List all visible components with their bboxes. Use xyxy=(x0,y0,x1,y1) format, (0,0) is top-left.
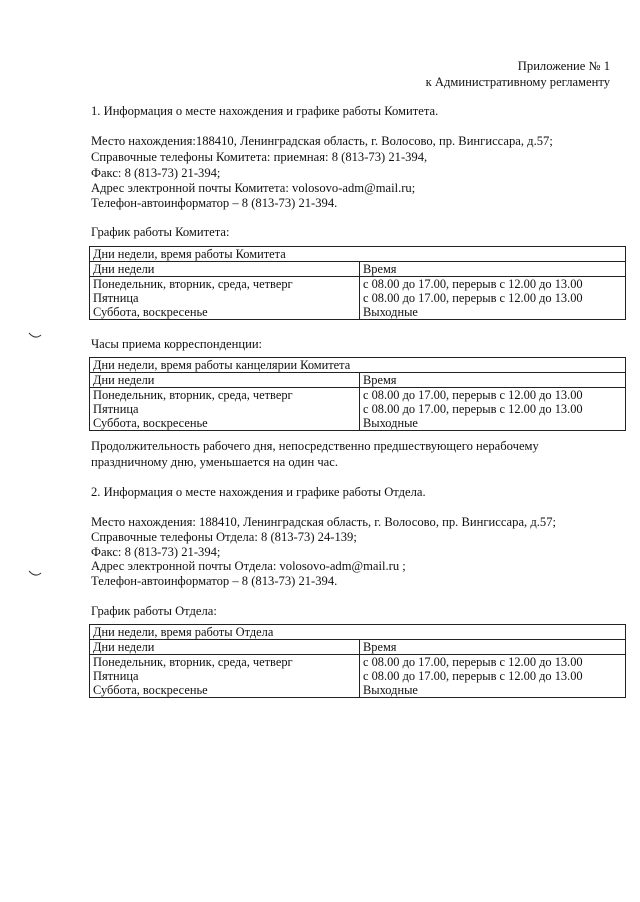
committee-phones: Справочные телефоны Комитета: приемная: 8 (813-73) 21-394, xyxy=(91,150,428,164)
committee-location: Место нахождения:188410, Ленинградская область, г. Волосово, пр. Вингиссара, д.57; xyxy=(91,134,553,148)
department-fax: Факс: 8 (813-73) 21-394; xyxy=(91,545,221,559)
row-days: Понедельник, вторник, среда, четверг xyxy=(90,388,360,403)
committee-heading: 1. Информация о месте нахождения и графике работы Комитета. xyxy=(91,104,439,118)
column-header-days: Дни недели xyxy=(90,640,360,655)
column-header-time: Время xyxy=(360,262,626,277)
row-time: с 08.00 до 17.00, перерыв с 12.00 до 13.00 xyxy=(360,655,626,670)
row-time: с 08.00 до 17.00, перерыв с 12.00 до 13.00 xyxy=(360,291,626,305)
appendix-number: Приложение № 1 xyxy=(517,59,610,73)
committee-email: Адрес электронной почты Комитета: volosovo-adm@mail.ru; xyxy=(91,181,416,195)
correspondence-caption: Часы приема корреспонденции: xyxy=(91,337,263,351)
department-schedule-table xyxy=(89,624,626,698)
row-days: Суббота, воскресенье xyxy=(90,305,360,320)
department-heading: 2. Информация о месте нахождения и графике работы Отдела. xyxy=(91,485,426,499)
row-time: с 08.00 до 17.00, перерыв с 12.00 до 13.00 xyxy=(360,277,626,292)
row-days: Пятница xyxy=(90,291,360,305)
table-title: Дни недели, время работы Комитета xyxy=(90,247,626,262)
committee-schedule-caption: График работы Комитета: xyxy=(91,225,230,239)
committee-fax: Факс: 8 (813-73) 21-394; xyxy=(91,166,221,180)
department-schedule-caption: График работы Отдела: xyxy=(91,604,217,618)
hole-punch-mark-icon xyxy=(28,570,42,578)
appendix-header xyxy=(426,58,610,90)
note-line-1: Продолжительность рабочего дня, непосредственно предшествующего нерабочему xyxy=(91,439,539,453)
committee-autoinformer: Телефон-автоинформатор – 8 (813-73) 21-394. xyxy=(91,196,338,210)
row-days: Понедельник, вторник, среда, четверг xyxy=(90,655,360,670)
row-days: Суббота, воскресенье xyxy=(90,416,360,431)
column-header-time: Время xyxy=(360,640,626,655)
department-email: Адрес электронной почты Отдела: volosovo-adm@mail.ru ; xyxy=(91,559,406,573)
row-time: Выходные xyxy=(360,305,626,320)
row-time: Выходные xyxy=(360,416,626,431)
row-time: с 08.00 до 17.00, перерыв с 12.00 до 13.00 xyxy=(360,402,626,416)
column-header-days: Дни недели xyxy=(90,262,360,277)
committee-schedule-table xyxy=(89,246,626,320)
hole-punch-mark-icon xyxy=(28,332,42,340)
column-header-days: Дни недели xyxy=(90,373,360,388)
column-header-time: Время xyxy=(360,373,626,388)
table-title: Дни недели, время работы Отдела xyxy=(90,625,626,640)
note-line-2: праздничному дню, уменьшается на один час. xyxy=(91,455,339,469)
row-days: Суббота, воскресенье xyxy=(90,683,360,698)
table-title: Дни недели, время работы канцелярии Комитета xyxy=(90,358,626,373)
row-time: с 08.00 до 17.00, перерыв с 12.00 до 13.00 xyxy=(360,388,626,403)
row-time: с 08.00 до 17.00, перерыв с 12.00 до 13.00 xyxy=(360,669,626,683)
department-autoinformer: Телефон-автоинформатор – 8 (813-73) 21-394. xyxy=(91,574,338,588)
office-schedule-table xyxy=(89,357,626,431)
appendix-reference: к Административному регламенту xyxy=(425,75,610,89)
department-phones: Справочные телефоны Отдела: 8 (813-73) 24-139; xyxy=(91,530,357,544)
department-location: Место нахождения: 188410, Ленинградская область, г. Волосово, пр. Вингиссара, д.57; xyxy=(91,515,556,529)
row-days: Пятница xyxy=(90,402,360,416)
row-time: Выходные xyxy=(360,683,626,698)
row-days: Понедельник, вторник, среда, четверг xyxy=(90,277,360,292)
row-days: Пятница xyxy=(90,669,360,683)
